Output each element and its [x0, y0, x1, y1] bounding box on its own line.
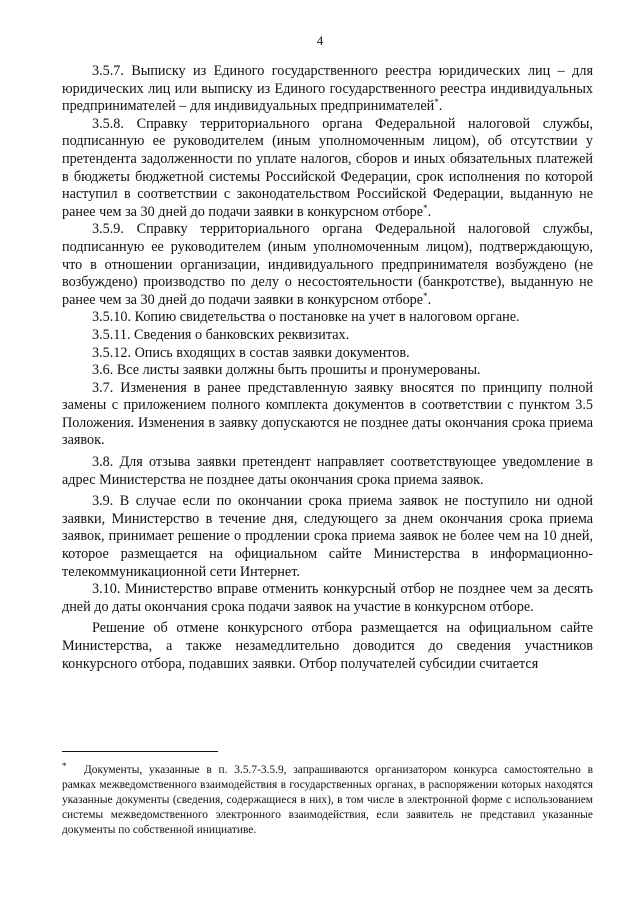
paragraph-cancellation: Решение об отмене конкурсного отбора размещается на официальном сайте Министерства, а также незамедлительно доводится до сведения участников конкурсного отбора, подавших заявки. Отбор получателей субсидии считается	[62, 620, 593, 672]
paragraph-3-7: 3.7. Изменения в ранее представленную заявку вносятся по принципу полной замены с приложением полного комплекта документов в соответствии с пунктом 3.5 Положения. Изменения в заявку допускаются не позднее даты окончания срока приема заявок.	[62, 379, 593, 449]
paragraph-text: 3.5.7. Выписку из Единого государственного реестра юридических лиц – для юридических лиц или выписку из Единого государственного реестра индивидуальных предпринимателей – для индивидуальных предпринимателей	[62, 63, 593, 115]
paragraph-3-5-7	[62, 63, 593, 116]
paragraph-3-5-10: 3.5.10. Копию свидетельства о постановке на учет в налоговом органе.	[92, 309, 520, 326]
paragraph-3-5-12: 3.5.12. Опись входящих в состав заявки документов.	[92, 344, 410, 361]
footnote	[62, 759, 593, 838]
paragraph-text: 3.5.9. Справку территориального органа Федеральной налоговой службы, подписанную ее руководителем (иным уполномоченным лицом), подтверждающую, что в отношении организации, индивидуального предпринимателя возбуждено (не возбуждено) производство по делу о несостоятельности (банкротстве), выданную не ранее чем за 30 дней до подачи заявки в конкурсном отборе	[62, 221, 593, 308]
paragraph-3-9: 3.9. В случае если по окончании срока приема заявок не поступило ни одной заявки, Министерство в течение дня, следующего за днем окончания срока приема заявок, принимает решение о продлении срока приема заявок не более чем на 10 дней, которое размещается на официальном сайте Министерства в информационно-телекоммуникационной сети Интернет.	[62, 493, 593, 580]
footnote-text: Документы, указанные в п. 3.5.7-3.5.9, запрашиваются организатором конкурса самостоятельно в рамках межведомственного взаимодействия в государственных органах, в распоряжении которых находятся указанные документы (сведения, содержащиеся в них), в том числе в электронной форме с использованием системы межведомственного электронного взаимодействия, если заявитель не представил указанные документы по собственной инициативе.	[62, 764, 593, 837]
paragraph-3-8: 3.8. Для отзыва заявки претендент направляет соответствующее уведомление в адрес Министерства не позднее даты окончания срока приема заявок.	[62, 454, 593, 488]
paragraph-3-5-9	[62, 221, 593, 309]
footnote-mark: *	[62, 761, 67, 771]
paragraph-3-5-8	[62, 116, 593, 222]
footnote-divider	[62, 751, 218, 752]
paragraph-punctuation: .	[427, 203, 432, 220]
footnote-reference: *	[423, 290, 428, 301]
paragraph-3-6: 3.6. Все листы заявки должны быть прошиты и пронумерованы.	[92, 362, 481, 379]
paragraph-punctuation: .	[438, 98, 443, 115]
page-number: 4	[316, 33, 324, 48]
paragraph-3-10: 3.10. Министерство вправе отменить конкурсный отбор не позднее чем за десять дней до даты окончания срока подачи заявок на участие в конкурсном отборе.	[62, 581, 593, 615]
document-body	[62, 63, 593, 673]
footnote-reference: *	[423, 202, 428, 213]
paragraph-punctuation: .	[427, 291, 432, 308]
paragraph-text: 3.5.8. Справку территориального органа Федеральной налоговой службы, подписанную ее руководителем (иным уполномоченным лицом), об отсутствии у претендента задолженности по уплате налогов, сборов и иных обязательных платежей в бюджеты бюджетной системы Российской Федерации, срок исполнения по которой наступил в соответствии с законодательством Российской Федерации, выданную не ранее чем за 30 дней до подачи заявки в конкурсном отборе	[62, 115, 593, 220]
paragraph-3-5-11: 3.5.11. Сведения о банковских реквизитах.	[92, 326, 350, 343]
footnote-reference: *	[434, 97, 439, 108]
